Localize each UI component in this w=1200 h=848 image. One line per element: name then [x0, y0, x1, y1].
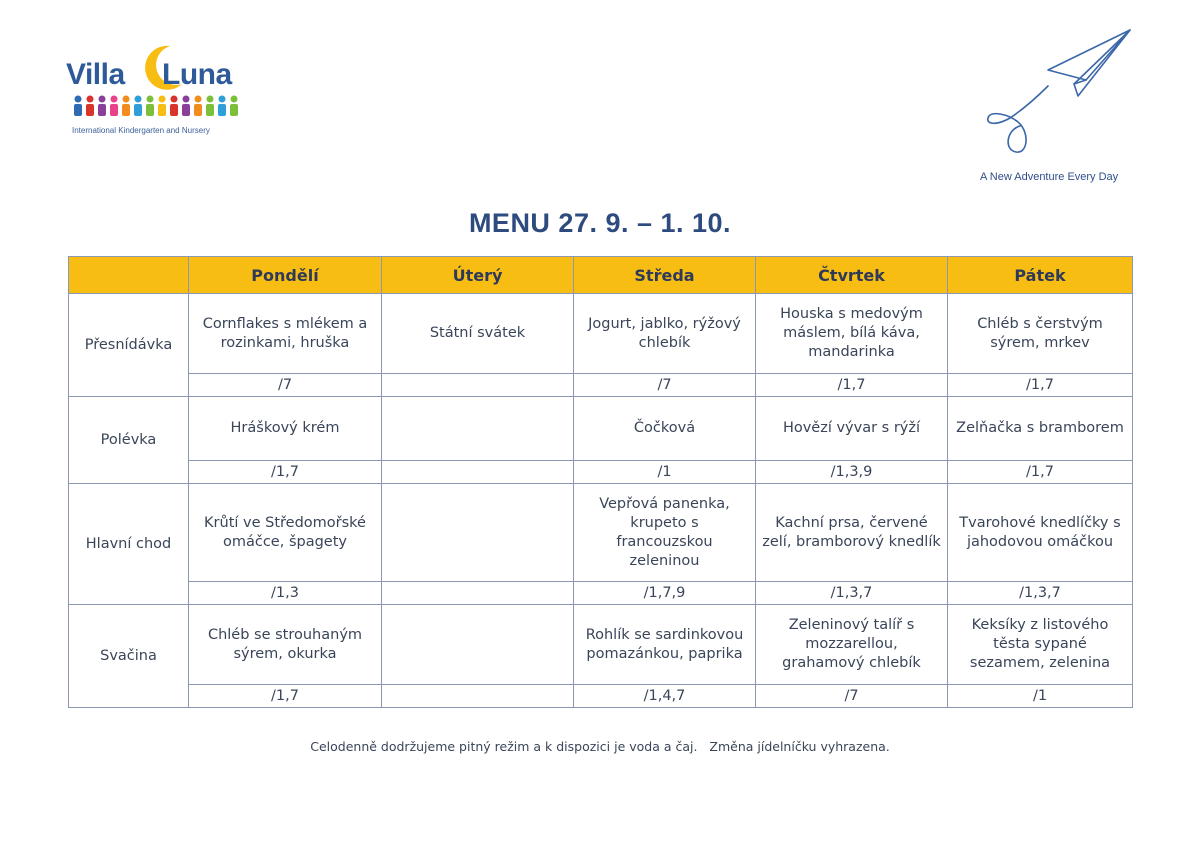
- header-day-friday: Pátek: [948, 257, 1133, 294]
- allergen-cell: /1,7: [189, 685, 382, 708]
- allergen-cell: /1,7: [948, 461, 1133, 484]
- allergen-cell: /1,7: [189, 461, 382, 484]
- meal-cell: Tvarohové knedlíčky s jahodovou omáčkou: [948, 484, 1133, 582]
- meal-cell: [382, 397, 574, 461]
- meal-cell: Keksíky z listového těsta sypané sezamem, zelenina: [948, 605, 1133, 685]
- allergen-cell: /1: [948, 685, 1133, 708]
- meal-cell: Státní svátek: [382, 294, 574, 374]
- row-label-afternoon-snack: Svačina: [69, 605, 189, 708]
- allergen-cell: /1,3,9: [756, 461, 948, 484]
- meal-cell: [382, 605, 574, 685]
- allergen-row: [69, 582, 1133, 605]
- meal-cell: Hráškový krém: [189, 397, 382, 461]
- logo-tagline: International Kindergarten and Nursery: [72, 126, 210, 135]
- allergen-cell: /1,7: [948, 374, 1133, 397]
- villa-luna-logo: [66, 44, 246, 140]
- allergen-cell: /1,3: [189, 582, 382, 605]
- meal-cell: Chléb s čerstvým sýrem, mrkev: [948, 294, 1133, 374]
- allergen-cell: /1,7: [756, 374, 948, 397]
- allergen-cell: [382, 582, 574, 605]
- meal-row: [69, 484, 1133, 582]
- header-day-thursday: Čtvrtek: [756, 257, 948, 294]
- page-title: MENU 27. 9. – 1. 10.: [468, 208, 732, 238]
- meal-cell: Vepřová panenka, krupeto s francouzskou zeleninou: [574, 484, 756, 582]
- header-day-monday: Pondělí: [189, 257, 382, 294]
- meal-cell: Kachní prsa, červené zelí, bramborový knedlík: [756, 484, 948, 582]
- allergen-cell: /7: [574, 374, 756, 397]
- header-corner: [69, 257, 189, 294]
- row-label-snack: Přesnídávka: [69, 294, 189, 397]
- meal-cell: Zelňačka s bramborem: [948, 397, 1133, 461]
- allergen-cell: /1: [574, 461, 756, 484]
- footer-note: [0, 739, 1200, 754]
- children-row-icon: [72, 94, 240, 118]
- row-label-soup: Polévka: [69, 397, 189, 484]
- logo-word-luna: Luna: [162, 58, 232, 91]
- allergen-row: [69, 461, 1133, 484]
- weekly-menu-table: [68, 256, 1133, 708]
- header-row: [69, 257, 1133, 294]
- meal-cell: [382, 484, 574, 582]
- header-day-wednesday: Středa: [574, 257, 756, 294]
- meal-cell: Krůtí ve Středomořské omáčce, špagety: [189, 484, 382, 582]
- meal-row: [69, 605, 1133, 685]
- meal-cell: Cornflakes s mlékem a rozinkami, hruška: [189, 294, 382, 374]
- footer-note-drinking: Celodenně dodržujeme pitný režim a k dispozici je voda a čaj.: [310, 739, 698, 754]
- slogan: A New Adventure Every Day: [980, 171, 1119, 183]
- allergen-row: [69, 685, 1133, 708]
- allergen-cell: [382, 374, 574, 397]
- meal-cell: Zeleninový talíř s mozzarellou, grahamový chlebík: [756, 605, 948, 685]
- allergen-cell: /1,4,7: [574, 685, 756, 708]
- header-day-tuesday: Úterý: [382, 257, 574, 294]
- logo-word-villa: Villa: [66, 58, 125, 91]
- meal-row: [69, 294, 1133, 374]
- allergen-row: [69, 374, 1133, 397]
- allergen-cell: /7: [189, 374, 382, 397]
- footer-note-changes: Změna jídelníčku vyhrazena.: [709, 739, 890, 754]
- allergen-cell: /7: [756, 685, 948, 708]
- allergen-cell: [382, 685, 574, 708]
- allergen-cell: /1,3,7: [756, 582, 948, 605]
- meal-cell: Houska s medovým máslem, bílá káva, mandarinka: [756, 294, 948, 374]
- meal-cell: Jogurt, jablko, rýžový chlebík: [574, 294, 756, 374]
- allergen-cell: [382, 461, 574, 484]
- allergen-cell: /1,3,7: [948, 582, 1133, 605]
- meal-cell: Čočková: [574, 397, 756, 461]
- meal-cell: Rohlík se sardinkovou pomazánkou, paprika: [574, 605, 756, 685]
- paper-plane-icon: [982, 26, 1134, 158]
- meal-cell: Hovězí vývar s rýží: [756, 397, 948, 461]
- meal-cell: Chléb se strouhaným sýrem, okurka: [189, 605, 382, 685]
- row-label-main-course: Hlavní chod: [69, 484, 189, 605]
- allergen-cell: /1,7,9: [574, 582, 756, 605]
- meal-row: [69, 397, 1133, 461]
